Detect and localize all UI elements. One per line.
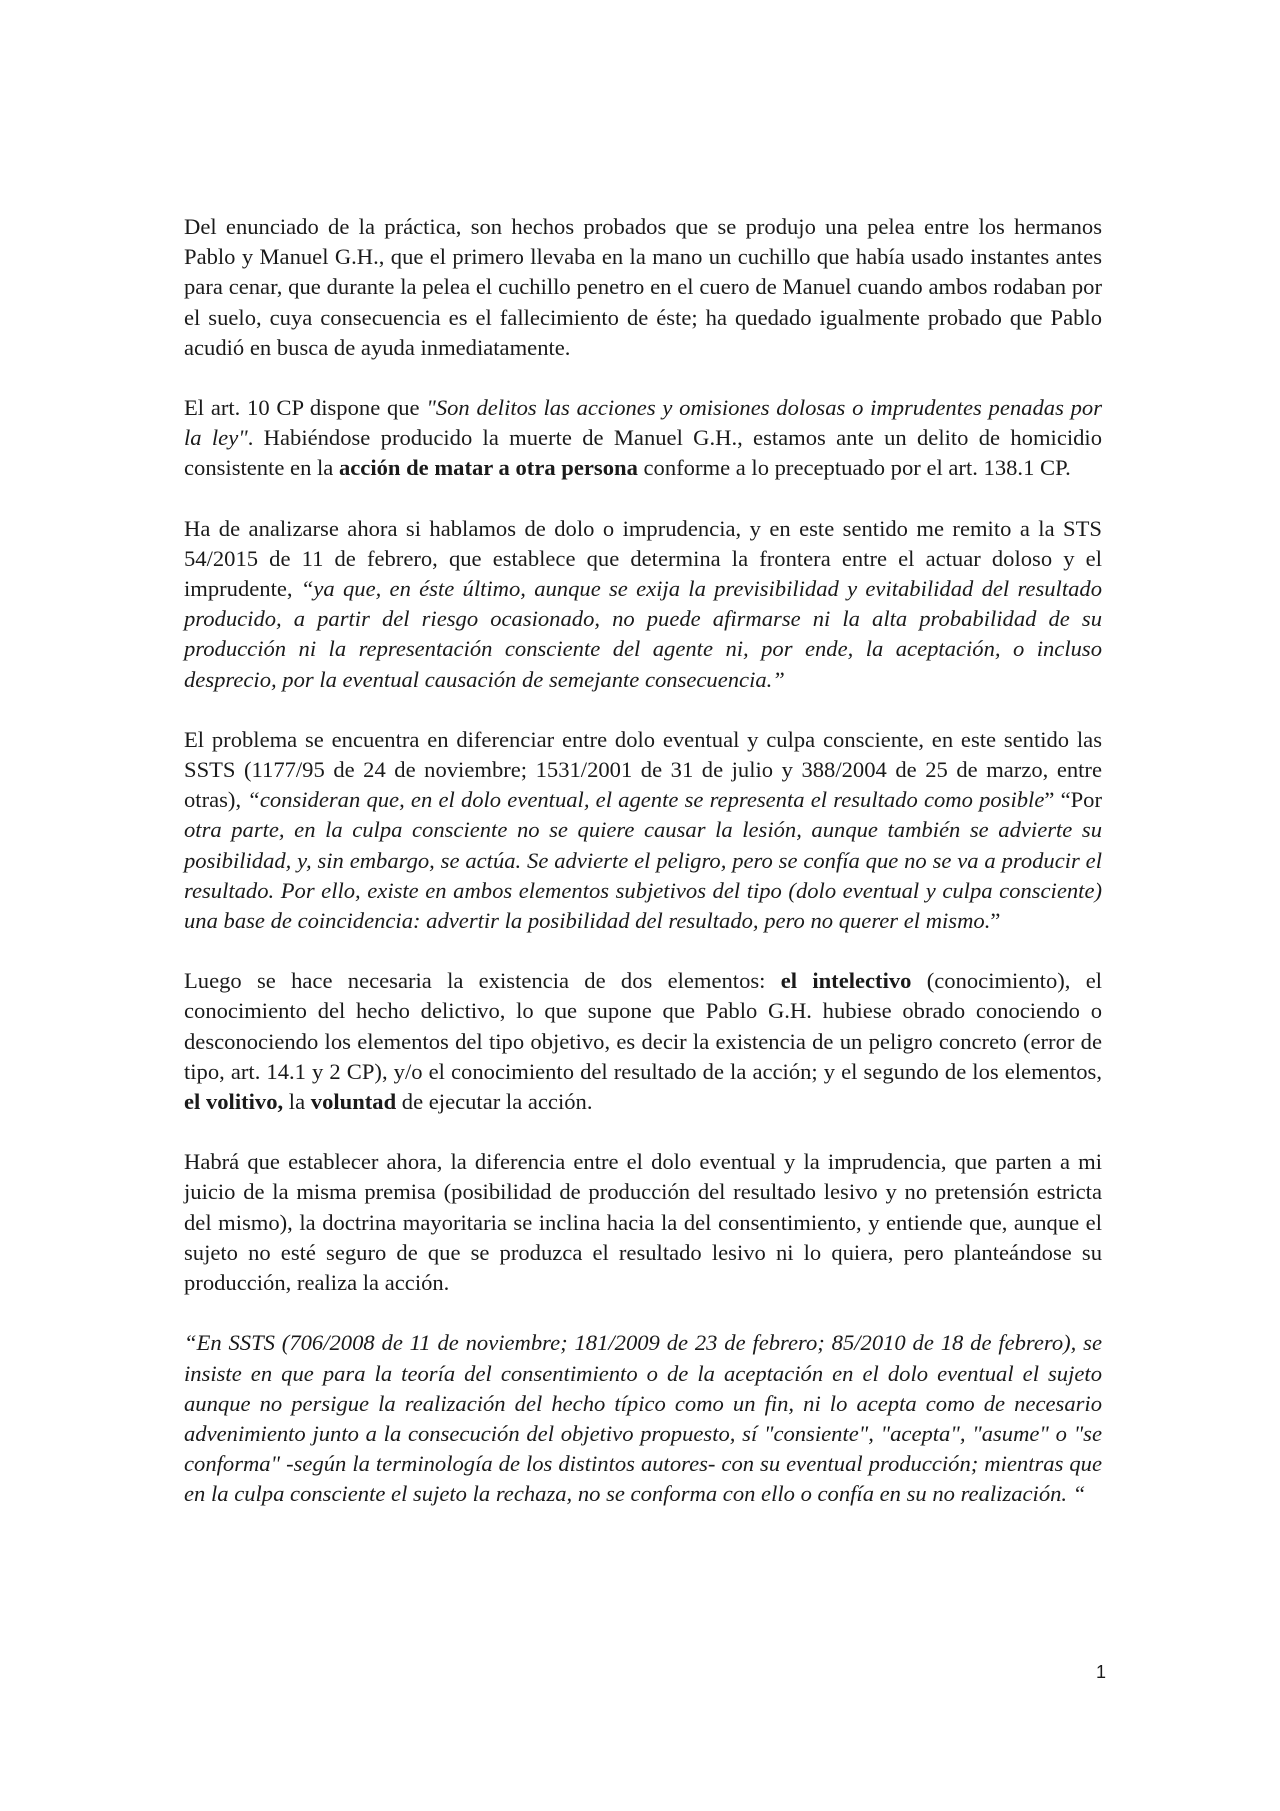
bold-term: acción de matar a otra persona — [338, 455, 638, 481]
italic-quote: “consideran que, en el dolo eventual, el agente se representa el resultado como posible — [247, 787, 1045, 813]
bold-term: voluntad — [310, 1089, 397, 1115]
document-body — [184, 212, 1102, 1510]
bold-term: el intelectivo — [780, 968, 912, 994]
italic-quote: "Son delitos las acciones y omisiones dolosas o imprudentes penadas por la ley" — [184, 395, 1102, 451]
paragraph-elementos — [184, 966, 1102, 1117]
text-run: de ejecutar la acción. — [396, 1089, 593, 1115]
paragraph-hechos-probados — [184, 212, 1102, 363]
text-run: ” “Por — [1044, 787, 1102, 813]
text-run: El problema se encuentra en diferenciar entre dolo eventual y culpa consciente, en este sentido las SSTS (1177/95 de 24 de noviembre; 1531/2001 de 31 de julio y 388/2004 de 25 de marzo, entre otras), — [184, 726, 1102, 813]
text-run: El art. 10 CP dispone que — [184, 395, 427, 421]
italic-quote: “ya que, en éste último, aunque se exija la previsibilidad y evitabilidad del resultado producido, a partir del riesgo ocasionado, no puede afirmarse ni la alta probabilidad de su producción ni la representación consciente del agente ni, por ende, la aceptación, o incluso desprecio, por la eventual causación de semejante consecuencia.” — [184, 576, 1102, 692]
paragraph-art-10 — [184, 393, 1102, 484]
text-run: Del enunciado de la práctica, son hechos probados que se produjo una pelea entre los hermanos Pablo y Manuel G.H., que el primero llevaba en la mano un cuchillo que había usado instantes antes para cenar, que durante la pelea el cuchillo penetro en el cuero de Manuel cuando ambos rodaban por el suelo, cuya consecuencia es el fallecimiento de éste; ha quedado igualmente probado que Pablo acudió en busca de ayuda inmediatamente. — [184, 214, 1102, 360]
text-run: conforme a lo preceptuado por el art. 138.1 CP. — [637, 455, 1071, 481]
italic-quote: “En SSTS (706/2008 de 11 de noviembre; 181/2009 de 23 de febrero; 85/2010 de 18 de febrero), se insiste en que para la teoría del consentimiento o de la aceptación en el dolo eventual el sujeto aunque no persigue la realización del hecho típico como un fin, ni lo acepta como de necesario advenimiento junto a la consecución del objetivo propuesto, sí "consiente", "acepta", "asume" o "se conforma" -según la terminología de los distintos autores- con su eventual producción; mientras que en la culpa consciente el sujeto la rechaza, no se conforma con ello o confía en su no realización. “ — [184, 1330, 1102, 1507]
paragraph-ssts-quote — [184, 1328, 1102, 1509]
paragraph-dolo-imprudencia — [184, 514, 1102, 695]
paragraph-dolo-eventual-culpa — [184, 725, 1102, 936]
text-run: ” — [990, 908, 1001, 934]
text-run: la — [283, 1089, 311, 1115]
text-run: . Habiéndose producido la muerte de Manuel G.H., estamos ante un delito de homicidio consistente en la — [184, 425, 1103, 481]
italic-quote: otra parte, en la culpa consciente no se quiere causar la lesión, aunque también se advierte su posibilidad, y, sin embargo, se actúa. Se advierte el peligro, pero se confía que no se va a producir el resultado. Por ello, existe en ambos elementos subjetivos del tipo (dolo eventual y culpa consciente) una base de coincidencia: advertir la posibilidad del resultado, pero no querer el mismo. — [184, 817, 1102, 934]
text-run: Ha de analizarse ahora si hablamos de dolo o imprudencia, y en este sentido me remito a la STS 54/2015 de 11 de febrero, que establece que determina la frontera entre el actuar doloso y el imprudente, — [184, 515, 1102, 602]
page-number: 1 — [1095, 1662, 1106, 1682]
bold-term: el volitivo, — [184, 1089, 284, 1115]
paragraph-consentimiento — [184, 1147, 1102, 1298]
text-run: (conocimiento), el conocimiento del hecho delictivo, lo que supone que Pablo G.H. hubiese obrado conociendo o desconociendo los elementos del tipo objetivo, es decir la existencia de un peligro concreto (error de tipo, art. 14.1 y 2 CP), y/o el conocimiento del resultado de la acción; y el segundo de los elementos, — [184, 968, 1102, 1084]
text-run: Luego se hace necesaria la existencia de dos elementos: — [184, 968, 781, 994]
text-run: Habrá que establecer ahora, la diferencia entre el dolo eventual y la imprudencia, que parten a mi juicio de la misma premisa (posibilidad de producción del resultado lesivo y no pretensión estricta del mismo), la doctrina mayoritaria se inclina hacia la del consentimiento, y entiende que, aunque el sujeto no esté seguro de que se produzca el resultado lesivo ni lo quiera, pero planteándose su producción, realiza la acción. — [184, 1149, 1102, 1296]
